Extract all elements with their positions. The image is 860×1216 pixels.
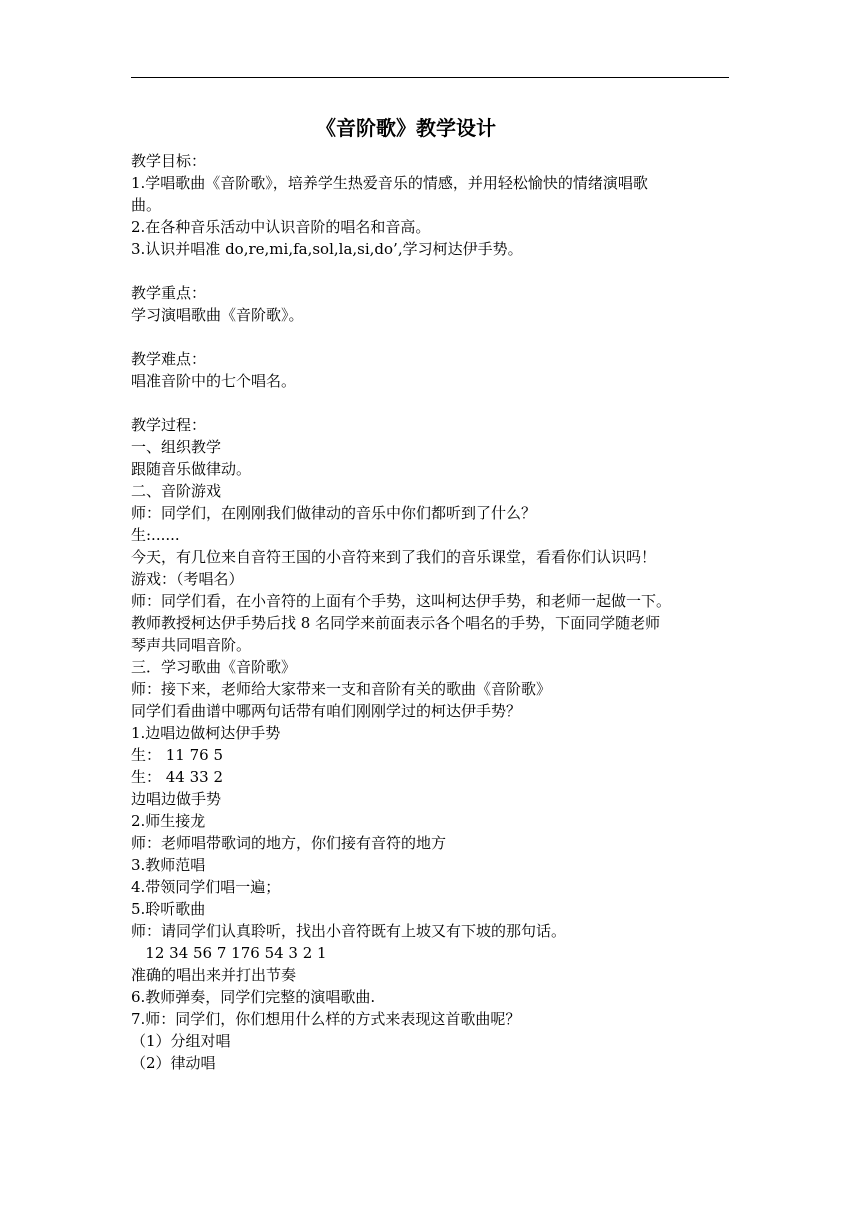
- section-heading-process: 教学过程：: [131, 416, 207, 434]
- process-text-line: 教师教授柯达伊手势后找 8 名同学来前面表示各个唱名的手势，下面同学随老师: [131, 614, 661, 632]
- objective-2: 2.在各种音乐活动中认识音阶的唱名和音高。: [131, 218, 431, 236]
- key-point: 学习演唱歌曲《音阶歌》。: [131, 306, 304, 324]
- document-title: 《音阶歌》教学设计: [316, 116, 496, 140]
- objective-1-line-2: 曲。: [131, 196, 162, 214]
- notation-line: 12 34 56 7 176 54 3 2 1: [131, 944, 327, 962]
- process-step-1-heading: 一、组织教学: [131, 438, 222, 456]
- blank-line: [131, 326, 731, 348]
- section-heading-key-points: 教学重点：: [131, 284, 207, 302]
- process-text-line: 边唱边做手势: [131, 790, 222, 808]
- difficulty: 唱准音阶中的七个唱名。: [131, 372, 297, 390]
- process-text-line: 1.边唱边做柯达伊手势: [131, 724, 281, 742]
- process-text-line: 7.师：同学们，你们想用什么样的方式来表现这首歌曲呢？: [131, 1010, 521, 1028]
- process-text-line: 琴声共同唱音阶。: [131, 636, 252, 654]
- process-text-line: 准确的唱出来并打出节奏: [131, 966, 297, 984]
- process-text-line: 6.教师弹奏，同学们完整的演唱歌曲.: [131, 988, 376, 1006]
- notation-line: 生： 11 76 5: [131, 746, 224, 764]
- process-text-line: 5.聆听歌曲: [131, 900, 206, 918]
- header-rule: [131, 77, 729, 78]
- process-text-line: 生:......: [131, 526, 180, 544]
- objective-3: 3.认识并唱准 do,re,mi,fa,sol,la,si,do’,学习柯达伊手势。: [131, 240, 523, 258]
- process-text-line: 2.师生接龙: [131, 812, 206, 830]
- process-text-line: 3.教师范唱: [131, 856, 206, 874]
- list-item: （1）分组对唱: [131, 1032, 231, 1050]
- process-text-line: 师：接下来，老师给大家带来一支和音阶有关的歌曲《音阶歌》: [131, 680, 552, 698]
- process-step-2-heading: 二、音阶游戏: [131, 482, 222, 500]
- blank-line: [131, 392, 731, 414]
- document-body: [131, 150, 731, 1074]
- section-heading-difficulties: 教学难点：: [131, 350, 207, 368]
- process-text-line: 师：老师唱带歌词的地方，你们接有音符的地方: [131, 834, 447, 852]
- process-text-line: 同学们看曲谱中哪两句话带有咱们刚刚学过的柯达伊手势？: [131, 702, 522, 720]
- process-text-line: 跟随音乐做律动。: [131, 460, 252, 478]
- list-item: （2）律动唱: [131, 1054, 216, 1072]
- process-text-line: 师：同学们看，在小音符的上面有个手势，这叫柯达伊手势，和老师一起做一下。: [131, 592, 672, 610]
- blank-line: [131, 260, 731, 282]
- objective-1-line-1: 1.学唱歌曲《音阶歌》，培养学生热爱音乐的情感，并用轻松愉快的情绪演唱歌: [131, 174, 648, 192]
- process-text-line: 师：请同学们认真聆听，找出小音符既有上坡又有下坡的那句话。: [131, 922, 567, 940]
- process-step-3-heading: 三．学习歌曲《音阶歌》: [131, 658, 297, 676]
- notation-line: 生： 44 33 2: [131, 768, 224, 786]
- process-text-line: 师：同学们，在刚刚我们做律动的音乐中你们都听到了什么？: [131, 504, 537, 522]
- process-text-line: 4.带领同学们唱一遍；: [131, 878, 281, 896]
- process-text-line: 今天，有几位来自音符王国的小音符来到了我们的音乐课堂，看看你们认识吗！: [131, 548, 657, 566]
- process-text-line: 游戏：（考唱名）: [131, 570, 244, 588]
- section-heading-objectives: 教学目标：: [131, 152, 207, 170]
